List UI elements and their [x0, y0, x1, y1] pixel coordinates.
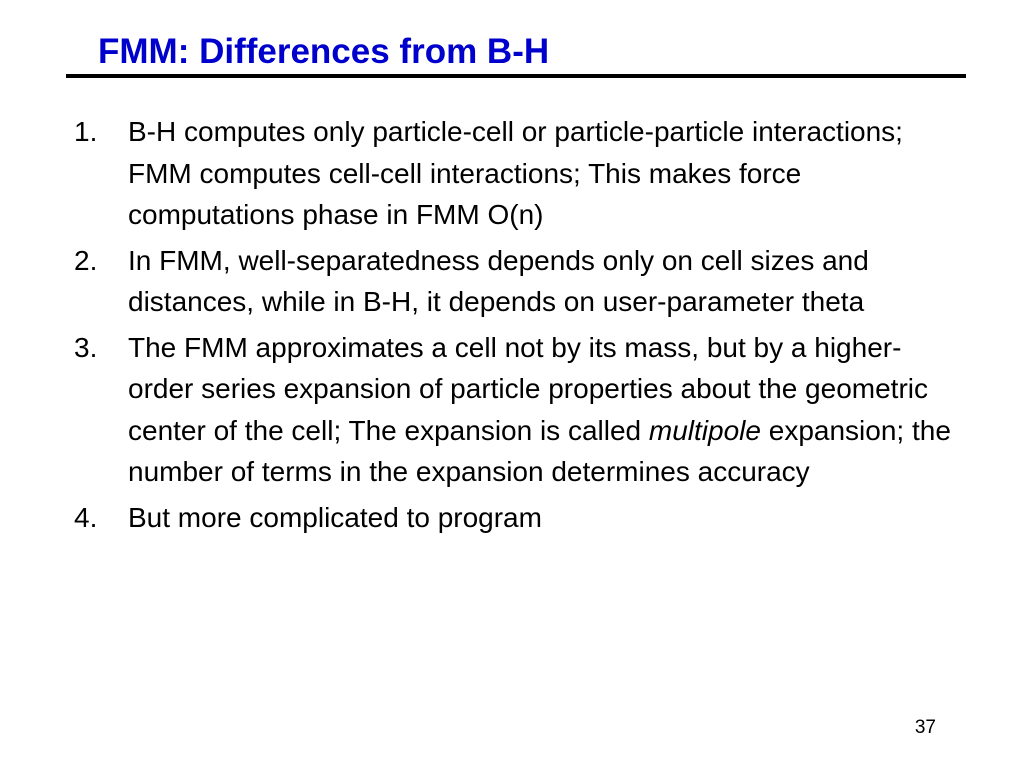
title-underline	[66, 74, 966, 78]
list-number: 1.	[74, 116, 98, 147]
page-number: 37	[914, 717, 936, 738]
list-number: 3.	[74, 331, 98, 363]
emphasis-multipole: multipole	[648, 414, 761, 446]
list-item-4	[74, 497, 964, 539]
slide-title: FMM: Differences from B-H	[98, 32, 550, 71]
text-after-emphasis: expansion; the number of terms in the expansion determines accuracy	[128, 414, 951, 487]
list-item-3	[74, 327, 964, 493]
list-item-text: In FMM, well-separatedness depends only on cell sizes and distances, while in B-H, it depends on user-parameter theta	[128, 244, 869, 317]
list-item-1	[74, 111, 964, 236]
numbered-list	[74, 111, 964, 542]
list-number: 4.	[74, 501, 98, 533]
list-item-text: But more complicated to program	[128, 501, 542, 533]
list-item-2	[74, 240, 964, 323]
list-item-text	[128, 327, 964, 493]
list-item-text: B-H computes only particle-cell or particle-particle interactions; FMM computes cell-cell interactions; This makes force computations phase in FMM O(n)	[128, 116, 903, 230]
text-before-emphasis: The FMM approximates a cell not by its mass, but by a higher-order series expansion of particle properties about the geometric center of the cell; The expansion is called	[128, 331, 928, 446]
list-number: 2.	[74, 244, 98, 276]
